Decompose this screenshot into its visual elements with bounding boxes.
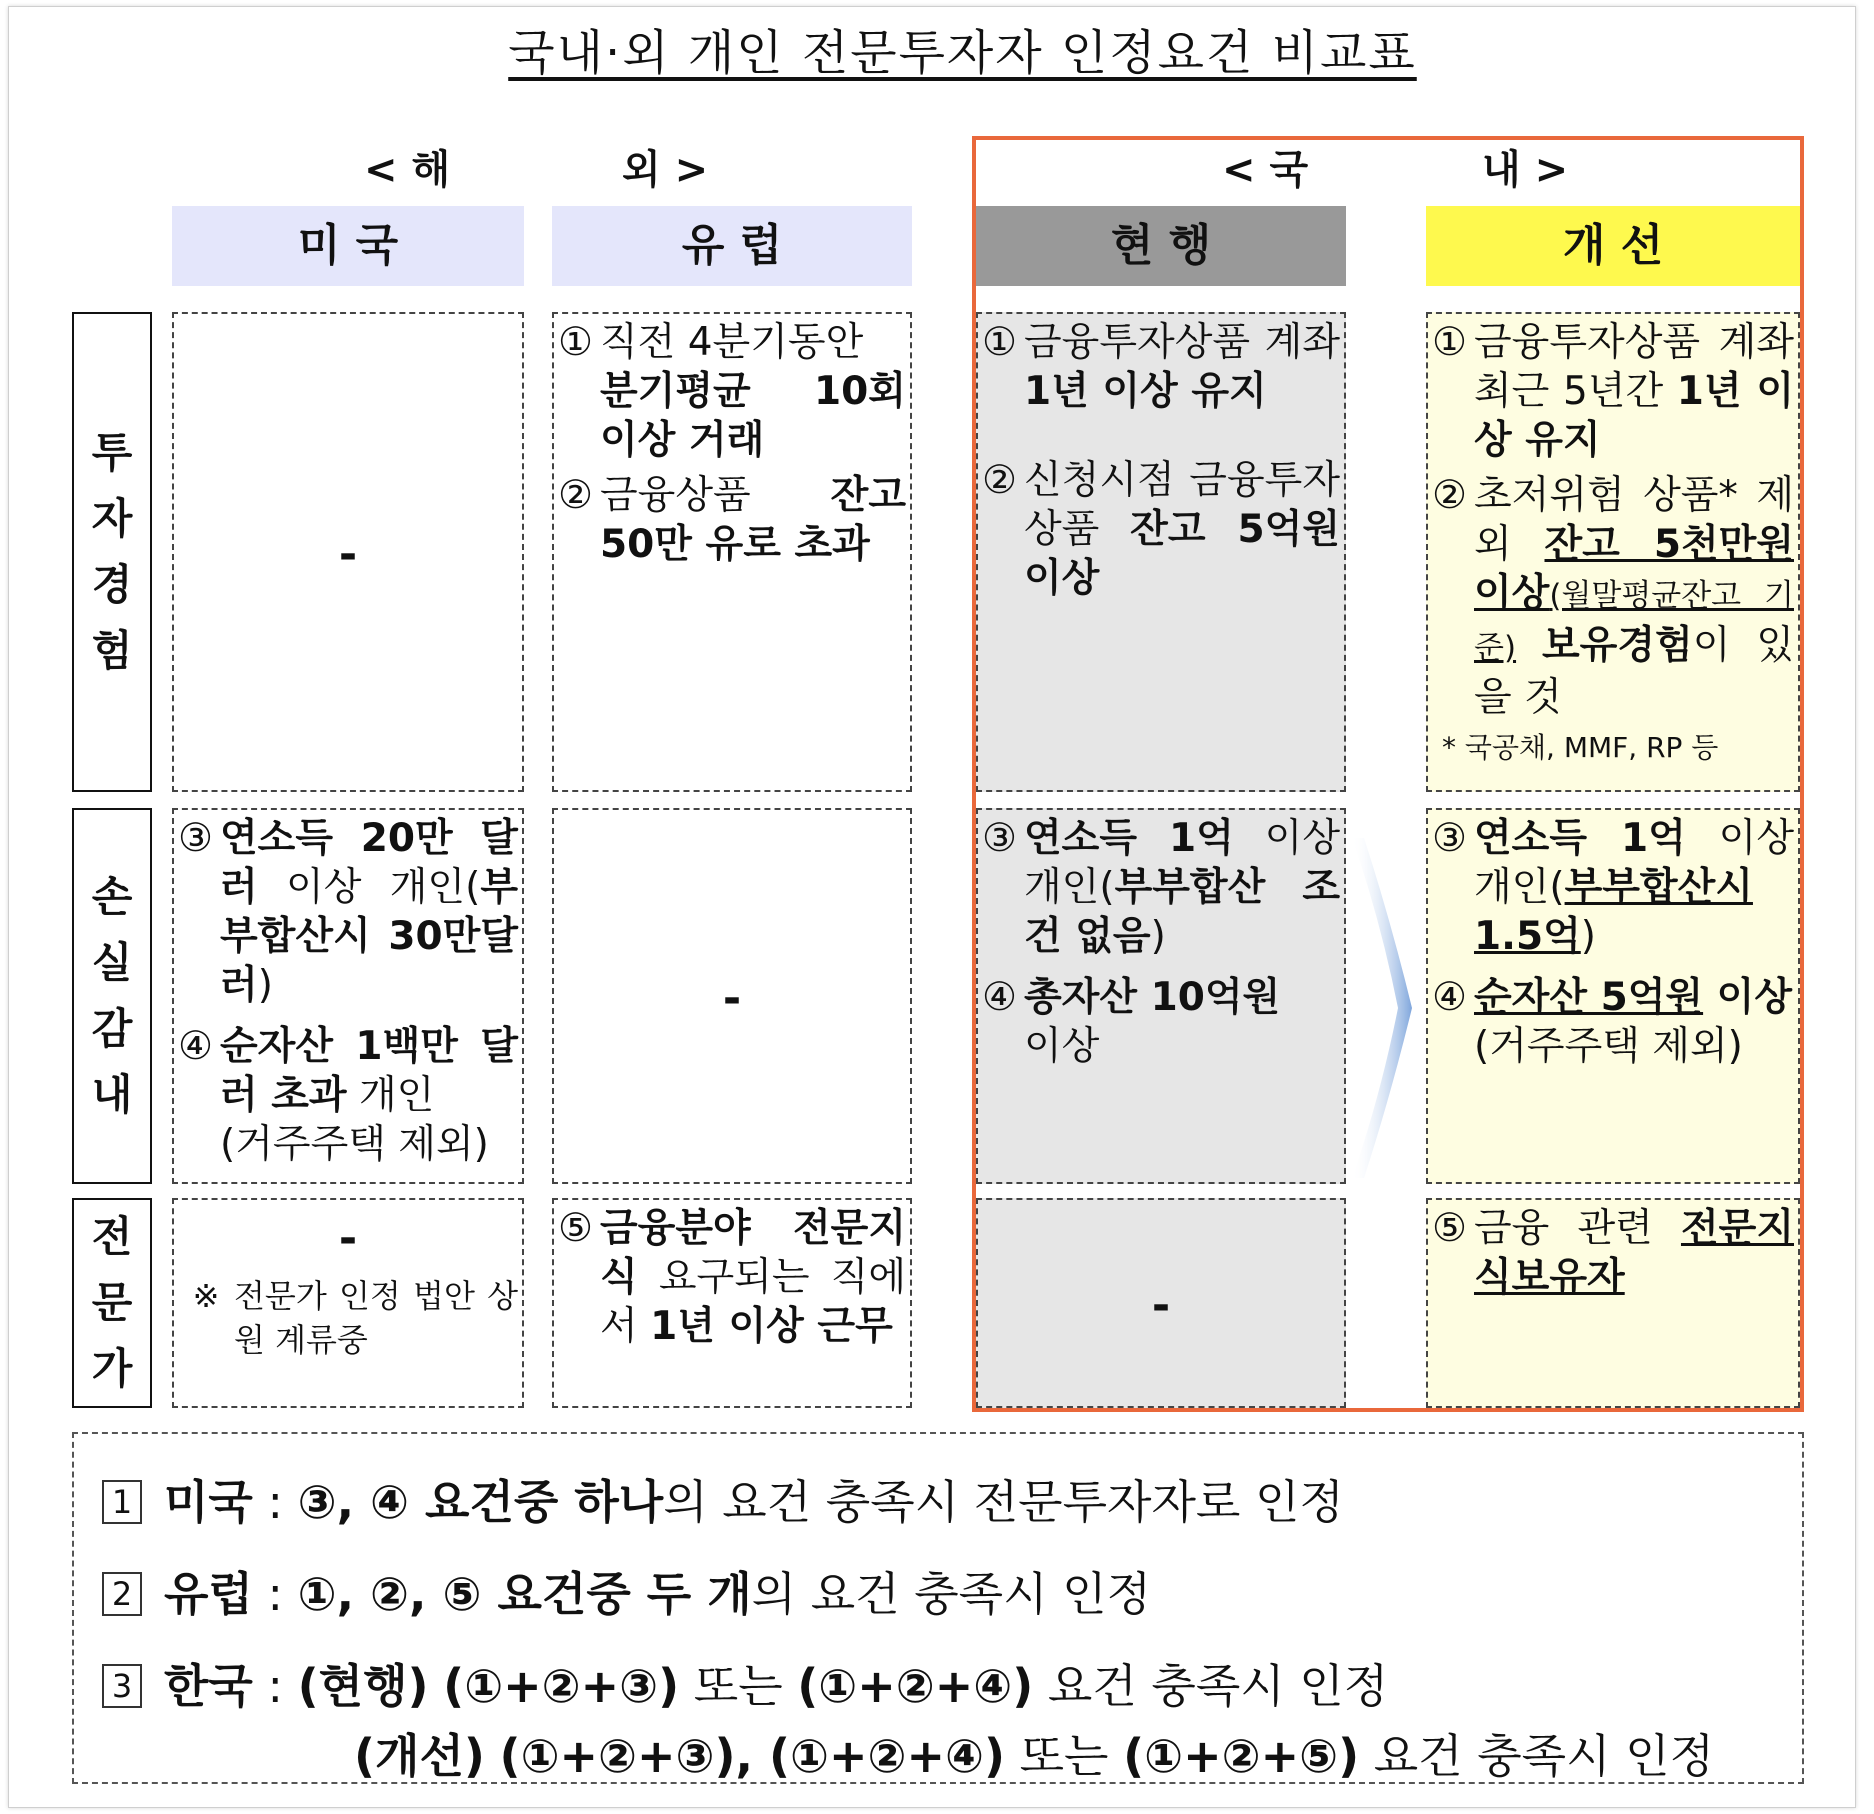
- row-label-char: 투: [91, 428, 133, 477]
- requirement-2: ② 초저위험 상품* 제외 잔고 5천만원 이상(월말평균잔고 기준) 보유경험이 있을 것: [1432, 473, 1794, 720]
- requirement-4: ④ 순자산 1백만 달러 초과 개인 (거주주택 제외): [178, 1024, 518, 1167]
- summary-line-eu: 2 유럽 : ①, ②, ⑤ 요건중 두 개 의 요건 충족시 인정: [98, 1548, 1802, 1640]
- cell-expert-us: [172, 1198, 524, 1408]
- column-header-us: 미 국: [172, 206, 524, 286]
- requirement-3: ③ 연소득 1억 이상 개인(부부합산 조건 없음): [982, 816, 1340, 959]
- group-overseas-close: 외 >: [622, 147, 709, 193]
- dash: -: [338, 1213, 358, 1264]
- cell-expert-current: -: [976, 1198, 1346, 1408]
- summary-box: [72, 1432, 1804, 1784]
- number-box: 2: [102, 1572, 142, 1616]
- cell-expert-eu: [552, 1198, 912, 1408]
- group-overseas-open: < 해: [364, 147, 451, 193]
- requirement-3: ③ 연소득 1억 이상 개인(부부합산시 1.5억): [1432, 816, 1794, 959]
- row-label-char: 가: [91, 1344, 133, 1393]
- row-label-loss-tolerance: [72, 808, 152, 1184]
- cell-loss-eu: -: [552, 808, 912, 1184]
- cell-loss-us: [172, 808, 524, 1184]
- number-box: 3: [102, 1664, 142, 1708]
- requirement-5: ⑤ 금융 관련 전문지식보유자: [1432, 1206, 1794, 1300]
- footnote: * 국공채, MMF, RP 등: [1442, 731, 1719, 764]
- row-label-char: 자: [91, 494, 133, 543]
- column-header-improved: 개 선: [1426, 206, 1800, 286]
- domestic-highlight-frame: [972, 136, 1804, 1412]
- summary-line-us: 1 미국 : ③, ④ 요건중 하나 의 요건 충족시 전문투자자로 인정: [98, 1456, 1802, 1548]
- cell-experience-us: -: [172, 312, 524, 792]
- requirement-2: ② 신청시점 금융투자상품 잔고 5억원 이상: [982, 458, 1340, 601]
- requirement-4: ④ 총자산 10억원 이상: [982, 975, 1281, 1069]
- cell-experience-eu: [552, 312, 912, 792]
- column-header-eu: 유 럽: [552, 206, 912, 286]
- group-domestic-close: 내 >: [1482, 147, 1569, 193]
- row-label-expert: [72, 1198, 152, 1408]
- page-title: 국내·외 개인 전문투자자 인정요건 비교표: [508, 25, 1417, 81]
- summary-line-korea-2: (개선) (①+②+③), (①+②+④) 또는 (①+②+⑤) 요건 충족시 인정: [354, 1729, 1715, 1783]
- row-label-char: 경: [91, 560, 133, 609]
- column-header-current: 현 행: [976, 206, 1346, 286]
- requirement-5: ⑤ 금융분야 전문지식 요구되는 직에서 1년 이상 근무: [558, 1206, 906, 1349]
- requirement-2: ② 금융상품 잔고 50만 유로 초과: [558, 473, 906, 567]
- group-domestic-open: < 국: [1222, 147, 1309, 193]
- row-label-char: 험: [91, 626, 133, 675]
- requirement-1: ① 직전 4분기동안 분기평균 10회 이상 거래: [558, 320, 906, 463]
- requirement-3: ③ 연소득 20만 달러 이상 개인(부부합산시 30만달러): [178, 816, 518, 1008]
- expert-note: ※ 전문가 인정 법안 상원 계류중: [192, 1277, 518, 1359]
- summary-line-korea: 3 한국 : (현행) (①+②+③) 또는 (①+②+④) 요건 충족시 인정: [98, 1640, 1802, 1732]
- row-label-char: 실: [91, 938, 133, 987]
- row-label-investment-experience: [72, 312, 152, 792]
- requirement-4: ④ 순자산 5억원 이상 (거주주택 제외): [1432, 975, 1793, 1069]
- number-box: 1: [102, 1480, 142, 1524]
- requirement-1: ① 금융투자상품 계좌 최근 5년간 1년 이상 유지: [1432, 320, 1795, 463]
- row-label-char: 감: [91, 1004, 133, 1053]
- row-label-char: 문: [91, 1278, 133, 1327]
- row-label-char: 전: [91, 1212, 133, 1261]
- requirement-1: ① 금융투자상품 계좌 1년 이상 유지: [982, 320, 1340, 414]
- row-label-char: 내: [91, 1070, 133, 1119]
- row-label-char: 손: [91, 872, 133, 921]
